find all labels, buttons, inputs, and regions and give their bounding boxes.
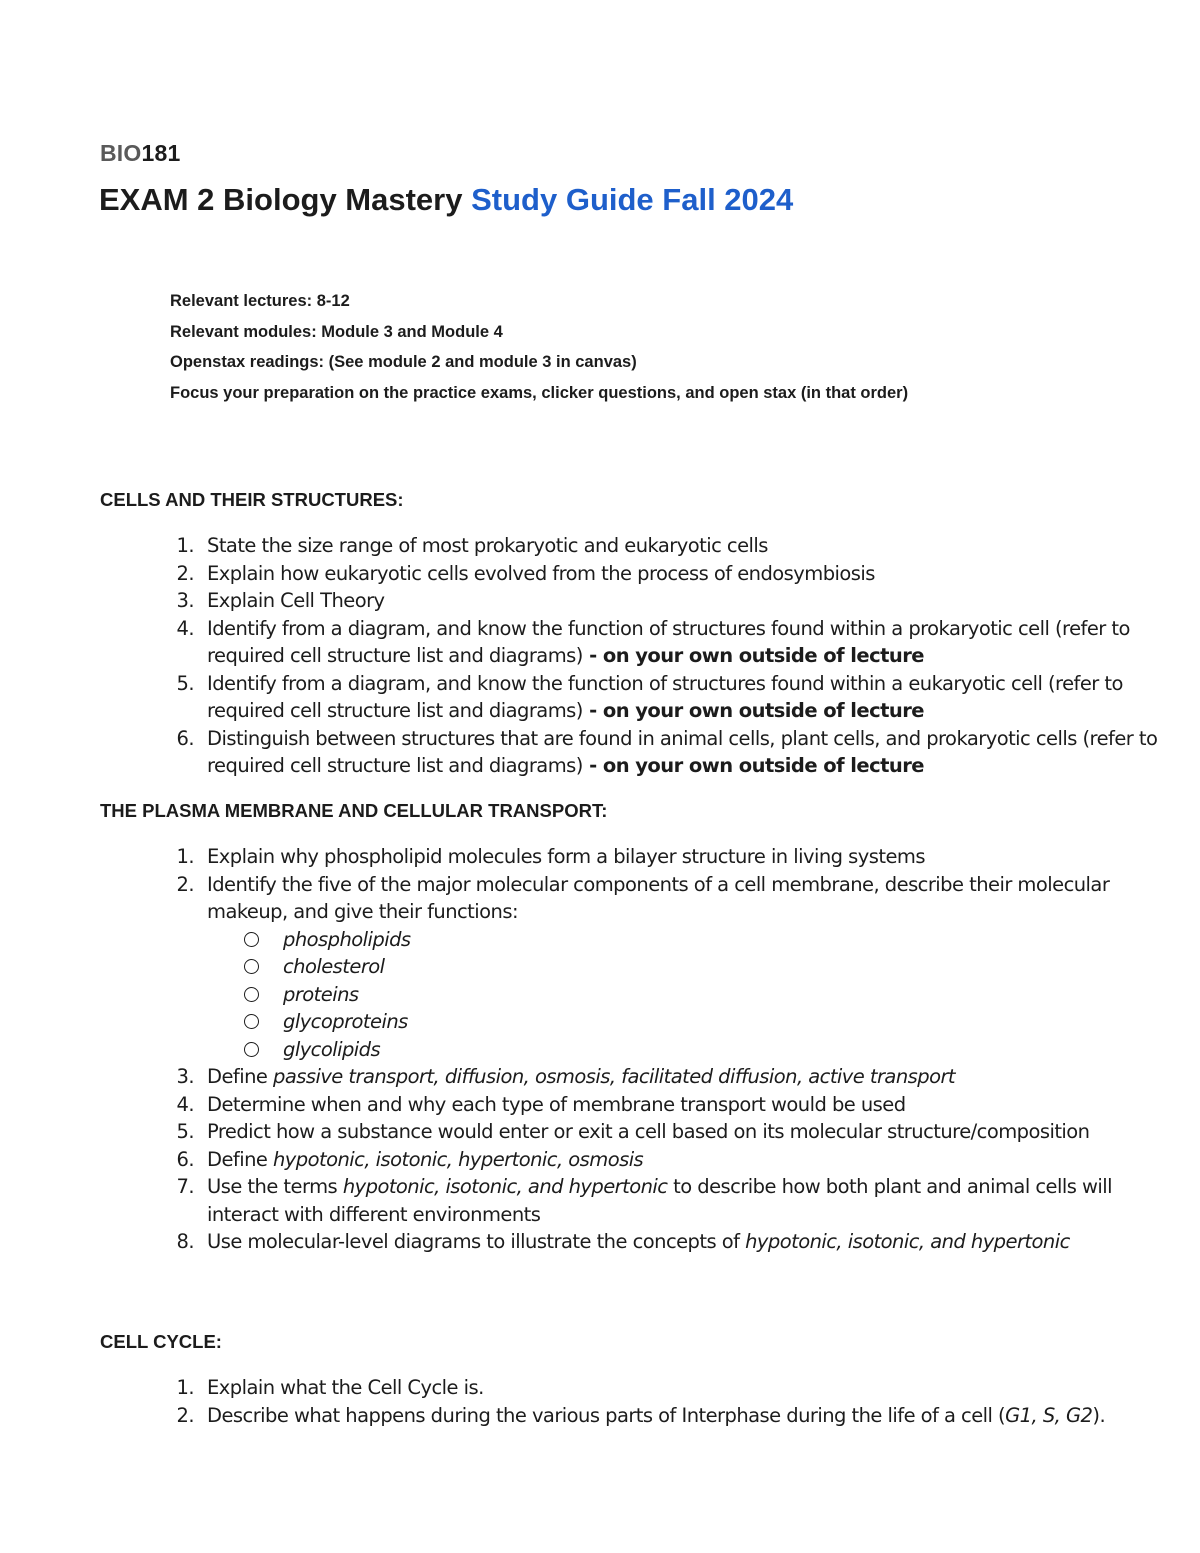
item-text: Use molecular-level diagrams to illustrate the concepts of — [207, 1230, 746, 1253]
list-item — [170, 670, 1160, 725]
section-heading-cells: CELLS AND THEIR STRUCTURES: — [100, 489, 404, 510]
circle-bullet-icon — [244, 959, 259, 974]
item-number: 5. — [176, 1120, 194, 1143]
list-item — [170, 560, 1160, 588]
list-item — [170, 1063, 1160, 1091]
cell-cycle-list — [170, 1374, 1160, 1429]
list-item — [170, 532, 1160, 560]
sub-item-text: proteins — [283, 982, 359, 1006]
item-number: 3. — [176, 1065, 194, 1088]
list-item — [170, 1402, 1160, 1430]
item-number: 2. — [176, 1403, 194, 1427]
item-text: Determine when and why each type of membrane transport would be used — [207, 1092, 906, 1116]
item-italic: passive transport, diffusion, osmosis, facilitated diffusion, active transport — [273, 1065, 956, 1088]
exam-info — [170, 286, 908, 409]
section-heading-cell-cycle: CELL CYCLE: — [100, 1331, 222, 1352]
item-text: Define — [207, 1065, 273, 1088]
sub-list-item — [170, 926, 1160, 954]
item-text: Explain Cell Theory — [207, 589, 385, 612]
item-italic: hypotonic, isotonic, hypertonic, osmosis — [273, 1147, 644, 1171]
title-accent: Study Guide Fall 2024 — [471, 182, 794, 217]
item-italic: G1, S, G2 — [1005, 1403, 1093, 1427]
course-code — [100, 139, 180, 167]
circle-bullet-icon — [244, 932, 259, 947]
item-number: 8. — [176, 1230, 194, 1253]
list-item — [170, 725, 1160, 780]
item-text: Identify from a diagram, and know the function of structures found within a prokaryotic cell (refer to required cell structure list and diagrams) — [207, 616, 1130, 667]
cells-list — [170, 532, 1160, 780]
item-number: 5. — [176, 671, 194, 695]
item-emphasis: - on your own outside of lecture — [582, 644, 924, 667]
item-text: Define — [207, 1147, 273, 1171]
item-number: 6. — [176, 726, 194, 750]
item-number: 7. — [176, 1175, 194, 1198]
item-number: 1. — [176, 1376, 194, 1399]
sub-list-item — [170, 1036, 1160, 1064]
item-number: 2. — [176, 872, 194, 896]
title-main: EXAM 2 Biology Mastery — [99, 182, 463, 217]
item-text: Identify from a diagram, and know the function of structures found within a eukaryotic cell (refer to required cell structure list and diagrams) — [207, 671, 1123, 722]
info-readings: Openstax readings: (See module 2 and module 3 in canvas) — [170, 353, 637, 372]
item-number: 4. — [176, 1092, 194, 1116]
list-item — [170, 843, 1160, 871]
item-emphasis: - on your own outside of lecture — [582, 699, 924, 722]
course-number: 181 — [141, 140, 181, 166]
circle-bullet-icon — [244, 987, 259, 1002]
list-item — [170, 1118, 1160, 1146]
item-text: Explain how eukaryotic cells evolved from the process of endosymbiosis — [207, 561, 875, 585]
page-title — [99, 180, 793, 220]
sub-list-item — [170, 981, 1160, 1009]
item-number: 2. — [176, 561, 194, 585]
item-text: Use the terms — [207, 1175, 343, 1198]
info-lectures: Relevant lectures: 8-12 — [170, 292, 350, 310]
item-text: Explain what the Cell Cycle is. — [207, 1376, 484, 1399]
item-text: Explain why phospholipid molecules form a bilayer structure in living systems — [207, 845, 925, 868]
list-item — [170, 1091, 1160, 1119]
item-text: Distinguish between structures that are found in animal cells, plant cells, and prokaryotic cells (refer to required cell structure list and diagrams) — [207, 726, 1158, 777]
list-item — [170, 1173, 1160, 1228]
info-modules: Relevant modules: Module 3 and Module 4 — [170, 322, 503, 341]
item-text-suffix: ). — [1092, 1403, 1106, 1427]
list-item — [170, 1374, 1160, 1402]
item-italic: hypotonic, isotonic, and hypertonic — [745, 1230, 1070, 1253]
list-item — [170, 615, 1160, 670]
item-text: Describe what happens during the various parts of Interphase during the life of a cell ( — [207, 1403, 1006, 1427]
item-number: 4. — [176, 616, 194, 640]
membrane-list — [170, 843, 1160, 1256]
item-number: 1. — [176, 534, 194, 557]
item-emphasis: - on your own outside of lecture — [582, 754, 924, 777]
sub-list-item — [170, 953, 1160, 981]
item-number: 6. — [176, 1147, 194, 1171]
item-text-suffix: to describe how both plant and animal cells will interact with different environments — [207, 1175, 1112, 1226]
sub-item-text: phospholipids — [283, 927, 411, 951]
sub-item-text: glycolipids — [283, 1037, 381, 1061]
item-italic: hypotonic, isotonic, and hypertonic — [342, 1175, 668, 1198]
item-text: Predict how a substance would enter or exit a cell based on its molecular structure/composition — [207, 1120, 1090, 1143]
item-number: 1. — [176, 845, 194, 868]
course-prefix: BIO — [100, 140, 142, 166]
circle-bullet-icon — [244, 1042, 259, 1057]
info-focus: Focus your preparation on the practice exams, clicker questions, and open stax (in that order) — [170, 384, 909, 403]
item-text: Identify the five of the major molecular components of a cell membrane, describe their molecular makeup, and give their functions: — [207, 872, 1110, 923]
list-item — [170, 871, 1160, 926]
item-number: 3. — [176, 589, 194, 612]
circle-bullet-icon — [244, 1014, 259, 1029]
list-item — [170, 1146, 1160, 1174]
list-item — [170, 1228, 1160, 1256]
list-item — [170, 587, 1160, 615]
sub-item-text: cholesterol — [283, 955, 385, 978]
section-heading-membrane: THE PLASMA MEMBRANE AND CELLULAR TRANSPORT: — [100, 800, 608, 821]
item-text: State the size range of most prokaryotic and eukaryotic cells — [207, 534, 768, 557]
sub-item-text: glycoproteins — [283, 1010, 408, 1033]
sub-list-item — [170, 1008, 1160, 1036]
